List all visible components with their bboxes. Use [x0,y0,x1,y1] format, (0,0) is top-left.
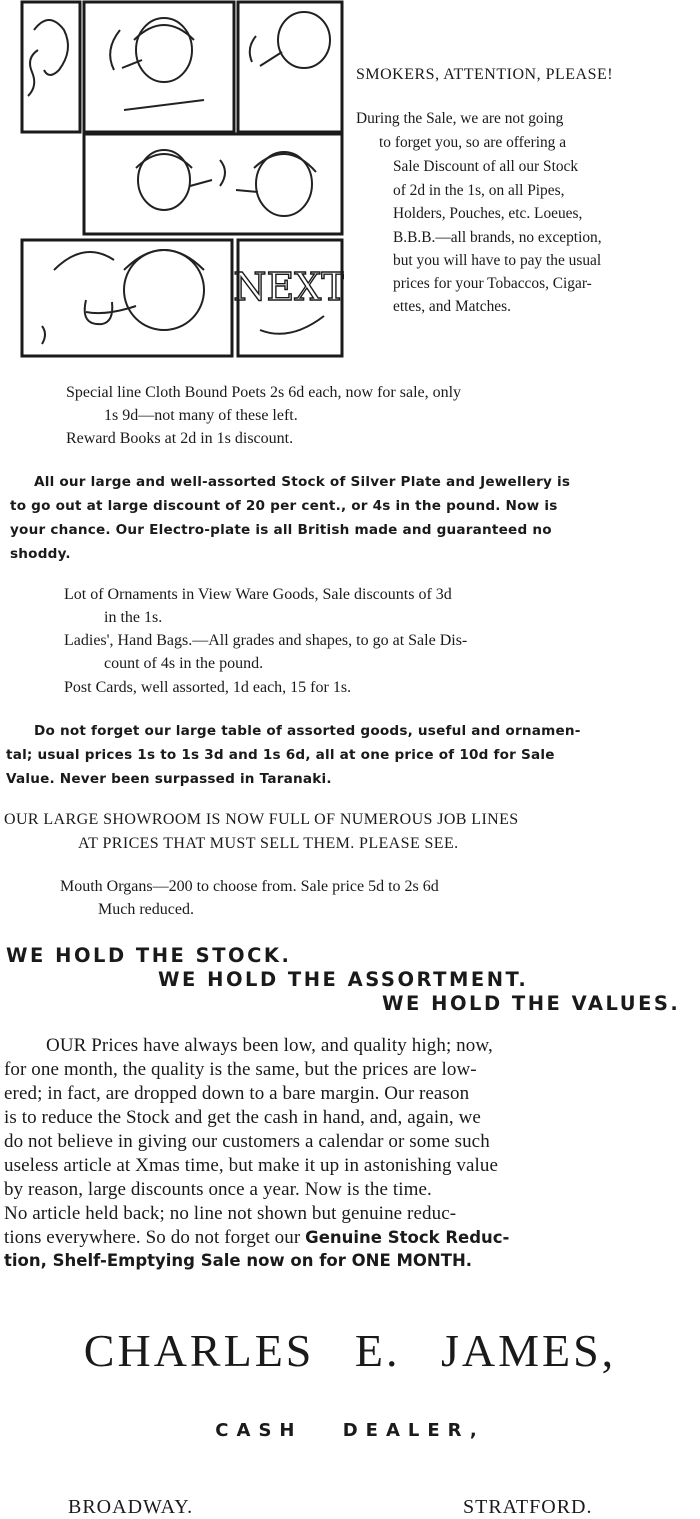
smokers-line: During the Sale, we are not going [356,110,564,127]
comic-panel-4 [84,134,342,234]
ornaments-line: in the 1s. [104,609,163,626]
smokers-line: but you will have to pay the usual [393,252,602,269]
silver-line: your chance. Our Electro-plate is all British made and guaranteed no [10,522,552,538]
prices-line: useless article at Xmas time, but make it up in astonishing value [4,1155,499,1176]
poets-line: 1s 9d—not many of these left. [104,407,298,424]
smokers-comic-illustration [14,0,344,358]
prices-line: do not believe in giving our customers a calendar or some such [4,1131,490,1152]
address-stratford: STRATFORD. [463,1496,593,1518]
smokers-line: to forget you, so are offering a [379,134,567,151]
showroom-line: OUR LARGE SHOWROOM IS NOW FULL OF NUMEROUS JOB LINES [4,811,519,828]
ornaments-line: Post Cards, well assorted, 1d each, 15 for 1s. [64,679,352,696]
we-hold-assortment: WE HOLD THE ASSORTMENT. [158,968,529,991]
prices-line: for one month, the quality is the same, but the prices are low- [4,1059,477,1080]
showroom-line: AT PRICES THAT MUST SELL THEM. PLEASE SEE. [78,835,459,852]
mouth-organs-line: Mouth Organs—200 to choose from. Sale price 5d to 2s 6d [60,878,439,895]
prices-line-9-plain: tions everywhere. So do not forget our [4,1227,306,1248]
poets-line: Special line Cloth Bound Poets 2s 6d each, now for sale, only [66,384,462,401]
silver-line: All our large and well-assorted Stock of Silver Plate and Jewellery is [34,474,571,490]
prices-line: by reason, large discounts once a year. Now is the time. [4,1179,432,1200]
table-goods-line: Do not forget our large table of assorted goods, useful and ornamen- [34,723,581,739]
table-goods-line: tal; usual prices 1s to 1s 3d and 1s 6d, all at one price of 10d for Sale [6,747,555,763]
comic-panel-2 [84,2,234,132]
next-label: NEXT [233,265,344,309]
we-hold-values: WE HOLD THE VALUES. [382,992,681,1015]
mouth-organs-line: Much reduced. [98,901,194,918]
address-broadway: BROADWAY. [68,1496,194,1518]
smokers-heading: SMOKERS, ATTENTION, PLEASE! [356,66,614,83]
prices-line: No article held back; no line not shown but genuine reduc- [4,1203,457,1224]
prices-line-9-bold: Genuine Stock Reduc- [305,1228,510,1247]
smokers-line: prices for your Tobaccos, Cigar- [393,275,592,292]
prices-line: is to reduce the Stock and get the cash in hand, and, again, we [4,1107,481,1128]
merchant-name: CHARLES E. JAMES, [83,1325,617,1376]
silver-line: shoddy. [10,546,71,562]
smokers-line: ettes, and Matches. [393,298,511,315]
ornaments-line: Lot of Ornaments in View Ware Goods, Sale discounts of 3d [64,586,452,603]
we-hold-stock: WE HOLD THE STOCK. [6,944,292,967]
smokers-line: Sale Discount of all our Stock [393,158,579,175]
poets-line: Reward Books at 2d in 1s discount. [66,430,294,447]
smokers-line: of 2d in the 1s, on all Pipes, [393,182,565,199]
comic-panel-5 [22,240,232,356]
prices-line-10: tion, Shelf-Emptying Sale now on for ONE MONTH. [4,1251,473,1270]
ornaments-line: Ladies', Hand Bags.—All grades and shapes, to go at Sale Dis- [64,632,468,649]
ornaments-line: count of 4s in the pound. [104,655,264,672]
prices-line: ered; in fact, are dropped down to a bare margin. Our reason [4,1083,470,1104]
smokers-line: B.B.B.—all brands, no exception, [393,229,602,246]
comic-panel-3 [238,2,342,132]
comic-panels [14,0,344,358]
silver-line: to go out at large discount of 20 per cent., or 4s in the pound. Now is [10,498,558,514]
table-goods-line: Value. Never been surpassed in Taranaki. [6,771,332,787]
smokers-line: Holders, Pouches, etc. Loeues, [393,205,583,222]
prices-line-9 [4,1227,509,1249]
cash-dealer: CASH DEALER, [215,1420,485,1441]
prices-line: OUR Prices have always been low, and quality high; now, [46,1035,493,1056]
